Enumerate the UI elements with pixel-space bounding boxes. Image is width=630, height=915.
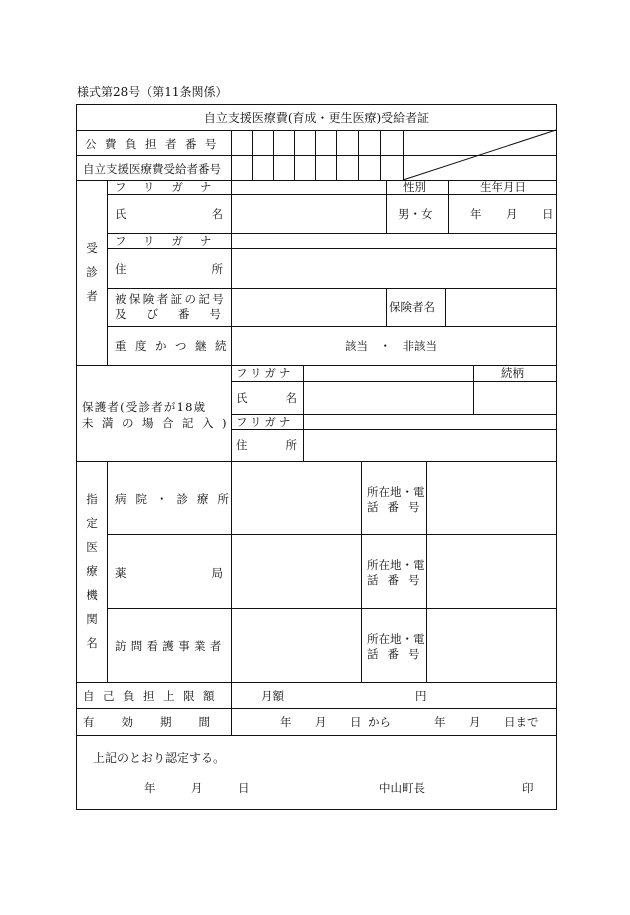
row-divider <box>77 365 556 366</box>
severe-continuing-label: 重度かつ継続 <box>115 339 235 353</box>
patient-gender-value: 男・女 <box>398 207 433 221</box>
validity-from-word: から <box>368 715 391 729</box>
guardian-name-label: 氏名 <box>236 391 335 405</box>
patient-name-text: 氏名 <box>115 207 308 221</box>
limit-yen-label: 円 <box>415 689 427 703</box>
validity-label: 有効期間 <box>83 715 237 729</box>
validity-to-month: 月 <box>469 715 481 729</box>
guardian-furigana2-label: フリガナ <box>236 415 294 429</box>
insurance-label-line1: 被保険者証の記号 <box>115 292 227 306</box>
col-divider <box>107 180 108 365</box>
certification-year: 年 <box>144 781 156 795</box>
pharmacy-label: 薬局 <box>115 566 308 580</box>
col-divider <box>231 130 232 180</box>
validity-to-year: 年 <box>434 715 446 729</box>
col-divider <box>273 130 274 180</box>
hospital-label: 病院・診療所 <box>115 492 238 506</box>
nursing-contact-line1: 所在地・電 <box>367 632 425 646</box>
nursing-label: 訪問看護事業者 <box>115 639 226 653</box>
row-divider <box>77 682 556 683</box>
validity-from-day: 日 <box>350 715 362 729</box>
row-divider <box>77 735 556 736</box>
col-divider <box>252 130 253 180</box>
guardian-address-label: 住所 <box>236 438 335 452</box>
row-divider <box>77 130 403 131</box>
patient-furigana-label: フリガナ <box>115 180 229 194</box>
seal-mark: 印 <box>522 781 534 795</box>
row-divider <box>77 461 556 462</box>
patient-name-label <box>115 207 308 221</box>
col-divider <box>473 365 474 414</box>
validity-until: 日まで <box>504 715 539 729</box>
row-divider <box>77 155 556 156</box>
guardian-label-line2: 未満の場合記入) <box>82 416 235 430</box>
row-divider <box>77 708 556 709</box>
institutions-section-text: 指定医療機関名 <box>86 492 98 650</box>
col-divider <box>315 130 316 180</box>
col-divider <box>336 130 337 180</box>
col-divider <box>380 130 381 180</box>
pharmacy-contact-line2: 話番号 <box>367 573 429 587</box>
col-divider <box>448 180 449 233</box>
mayor-name: 中山町長 <box>379 781 425 795</box>
certification-day: 日 <box>238 781 250 795</box>
row-divider <box>231 429 556 430</box>
row-divider <box>107 194 556 195</box>
row-divider <box>107 248 556 249</box>
row-divider <box>231 381 556 382</box>
col-divider <box>403 130 404 180</box>
guardian-furigana-label: フリガナ <box>236 366 294 380</box>
col-divider <box>361 461 362 682</box>
patient-section-label <box>85 236 99 308</box>
validity-from-year: 年 <box>280 715 292 729</box>
patient-gender-header: 性別 <box>403 180 426 194</box>
col-divider <box>231 365 232 461</box>
patient-birth-month: 月 <box>506 207 518 221</box>
col-divider <box>386 288 387 326</box>
insurer-name-label: 保険者名 <box>389 300 435 314</box>
severe-continuing-value: 該当 ・ 非該当 <box>345 339 437 353</box>
form-title: 自立支援医療費(育成・更生医療)受給者証 <box>203 111 430 125</box>
hospital-contact-line2: 話番号 <box>367 500 429 514</box>
guardian-relation-label: 続柄 <box>501 366 524 380</box>
certification-text: 上記のとおり認定する。 <box>93 751 226 765</box>
certificate-form <box>76 104 557 810</box>
hospital-contact-line1: 所在地・電 <box>367 485 425 499</box>
patient-birth-year: 年 <box>470 207 482 221</box>
guardian-label-line1: 保護者(受診者が18歳 <box>82 400 207 414</box>
public-burden-number-text: 公費負担者番号 <box>85 137 225 151</box>
form-number: 様式第28号（第11条関係） <box>77 85 228 99</box>
col-divider <box>294 130 295 180</box>
row-divider <box>107 608 556 609</box>
col-divider <box>445 288 446 326</box>
patient-birth-header: 生年月日 <box>480 180 526 194</box>
row-divider <box>107 534 556 535</box>
row-divider <box>107 288 556 289</box>
insurance-label-line2: 及び番号 <box>115 307 241 321</box>
col-divider <box>386 180 387 233</box>
validity-from-month: 月 <box>315 715 327 729</box>
self-burden-limit-label: 自己負担上限額 <box>83 689 223 703</box>
patient-section-text: 受診者 <box>86 241 98 303</box>
patient-address-label: 住所 <box>115 262 308 276</box>
certification-month: 月 <box>191 781 203 795</box>
public-burden-number-label <box>85 137 225 151</box>
institutions-section-label <box>85 487 99 655</box>
patient-furigana2-label: フリガナ <box>115 234 229 248</box>
col-divider <box>107 461 108 682</box>
recipient-number-label: 自立支援医療費受給者番号 <box>83 162 221 176</box>
row-divider <box>107 326 556 327</box>
patient-birth-day: 日 <box>542 207 554 221</box>
limit-monthly-label: 月額 <box>261 689 284 703</box>
col-divider <box>358 130 359 180</box>
nursing-contact-line2: 話番号 <box>367 647 429 661</box>
pharmacy-contact-line1: 所在地・電 <box>367 558 425 572</box>
